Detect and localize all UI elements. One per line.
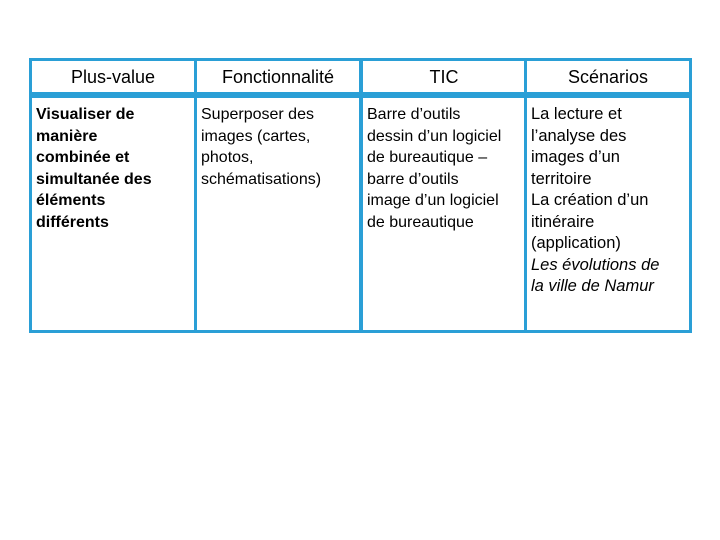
scenario-line: itinéraire (531, 212, 595, 231)
header-fonctionnalite: Fonctionnalité (221, 66, 335, 87)
scenarios-text (531, 104, 689, 298)
scenario-line-italic: Les évolutions de (531, 255, 660, 274)
tic-line: de bureautique – (367, 149, 488, 166)
header-cell-tic (360, 58, 528, 95)
plus-value-line: combinée et (36, 149, 130, 166)
fonctionnalite-line: photos, (201, 149, 254, 166)
plus-value-text (36, 104, 192, 233)
plus-value-line: simultanée des (36, 170, 152, 188)
tic-text (367, 104, 523, 233)
fonctionnalite-line: Superposer des (201, 106, 314, 123)
tic-line: image d’un logiciel (367, 192, 499, 209)
tic-line: Barre d’outils (367, 106, 461, 123)
scenario-line: images d’un (531, 148, 620, 166)
fonctionnalite-text (201, 104, 357, 190)
body-cell-fonctionnalite (194, 95, 362, 333)
body-cell-tic (360, 95, 528, 333)
fonctionnalite-line: images (cartes, (201, 127, 311, 145)
body-cell-scenarios (524, 95, 692, 333)
tic-line: dessin d’un logiciel (367, 127, 502, 145)
scenario-line-italic: la ville de Namur (531, 277, 654, 295)
tic-line: barre d’outils (367, 170, 459, 188)
plus-value-line: Visualiser de (36, 106, 135, 123)
header-scenarios: Scénarios (567, 66, 649, 87)
header-tic: TIC (429, 66, 459, 87)
plus-value-line: éléments (36, 192, 106, 209)
plus-value-line: différents (36, 213, 109, 231)
tic-line: de bureautique (367, 213, 474, 231)
scenario-line: l’analyse des (531, 126, 627, 145)
header-cell-fonctionnalite (194, 58, 362, 95)
scenario-line: (application) (531, 234, 621, 252)
plus-value-line: manière (36, 127, 98, 145)
scenario-line: La lecture et (531, 105, 622, 123)
fonctionnalite-line: schématisations) (201, 170, 322, 188)
header-cell-plus-value (29, 58, 197, 95)
scenario-line: La création d’un (531, 191, 649, 209)
header-plus-value: Plus-value (70, 66, 156, 87)
header-cell-scenarios (524, 58, 692, 95)
scenario-line: territoire (531, 169, 592, 188)
body-cell-plus-value (29, 95, 197, 333)
